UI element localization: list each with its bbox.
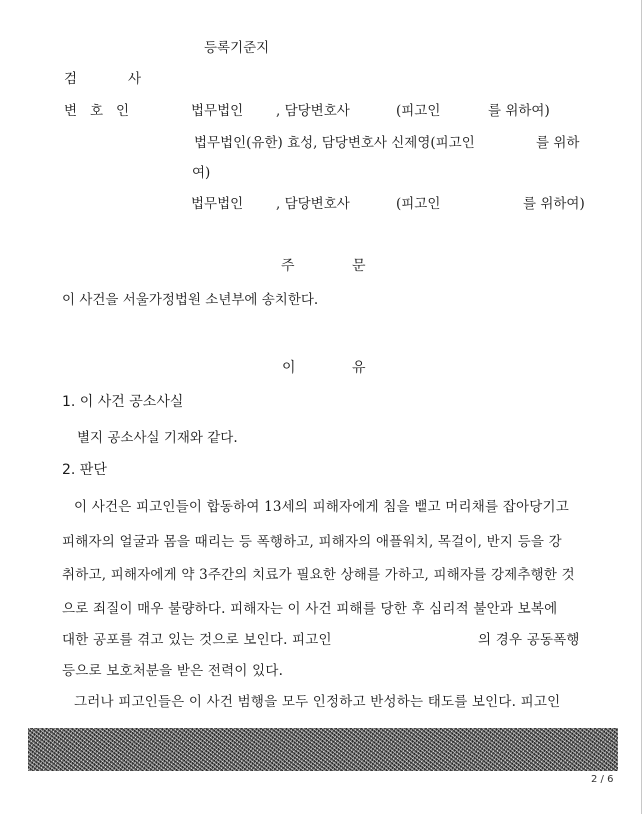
- judgment-line-4: 으로 죄질이 매우 불량하다. 피해자는 이 사건 피해를 당한 후 심리적 불안과 보복에: [62, 601, 558, 617]
- prosecutor-label-char-2: 사: [128, 71, 142, 87]
- counsel3-purpose: 를 위하여): [523, 196, 585, 212]
- counsel3-defendant: (피고인: [396, 196, 441, 212]
- reasons-heading-char-1: 이: [282, 360, 296, 376]
- order-text: 이 사건을 서울가정법원 소년부에 송치한다.: [62, 292, 319, 308]
- counsel3-firm: 법무법인: [191, 196, 244, 212]
- counsel2-continued: 여): [192, 165, 211, 181]
- counsel1-firm: 법무법인: [191, 103, 244, 119]
- judgment-line-1: 이 사건은 피고인들이 합동하여 13세의 피해자에게 침을 뱉고 머리채를 잡아당기고: [74, 499, 569, 515]
- counsel3-attorney: , 담당변호사: [276, 196, 350, 212]
- counsel2-firm: 법무법인(유한) 효성, 담당변호사 신제영(피고인: [194, 135, 475, 151]
- order-heading-char-1: 주: [281, 258, 295, 274]
- registration-origin-label: 등록기준지: [204, 40, 270, 56]
- judgment-line-7: 그러나 피고인들은 이 사건 범행을 모두 인정하고 반성하는 태도를 보인다. 피고인: [74, 694, 561, 710]
- counsel1-attorney: , 담당변호사: [276, 103, 350, 119]
- counsel1-purpose: 를 위하여): [488, 103, 550, 119]
- judgment-line-2: 피해자의 얼굴과 몸을 때리는 등 폭행하고, 피해자의 애플워치, 목걸이, 반지 등을 강: [62, 534, 562, 550]
- defense-label-char-2: 호: [90, 103, 104, 119]
- judgment-line-3: 취하고, 피해자에게 약 3주간의 치료가 필요한 상해를 가하고, 피해자를 강제추행한 것: [62, 567, 575, 583]
- page-number: 2 / 6: [591, 774, 614, 785]
- defense-label-char-1: 변: [64, 103, 78, 119]
- judgment-line-6: 등으로 보호처분을 받은 전력이 있다.: [62, 663, 284, 679]
- section2-title: 2. 판단: [62, 462, 107, 478]
- prosecutor-label-char-1: 검: [64, 71, 78, 87]
- judgment-line-5b: 의 경우 공동폭행: [478, 632, 580, 648]
- counsel2-purpose: 를 위하: [536, 135, 580, 151]
- judgment-line-5a: 대한 공포를 겪고 있는 것으로 보인다. 피고인: [62, 632, 332, 648]
- section1-title: 1. 이 사건 공소사실: [62, 394, 184, 410]
- order-heading-char-2: 문: [352, 258, 366, 274]
- redacted-block: [28, 728, 618, 771]
- defense-label-char-3: 인: [116, 103, 130, 119]
- reasons-heading-char-2: 유: [352, 360, 366, 376]
- counsel1-defendant: (피고인: [396, 103, 441, 119]
- section1-text: 별지 공소사실 기재와 같다.: [77, 430, 238, 446]
